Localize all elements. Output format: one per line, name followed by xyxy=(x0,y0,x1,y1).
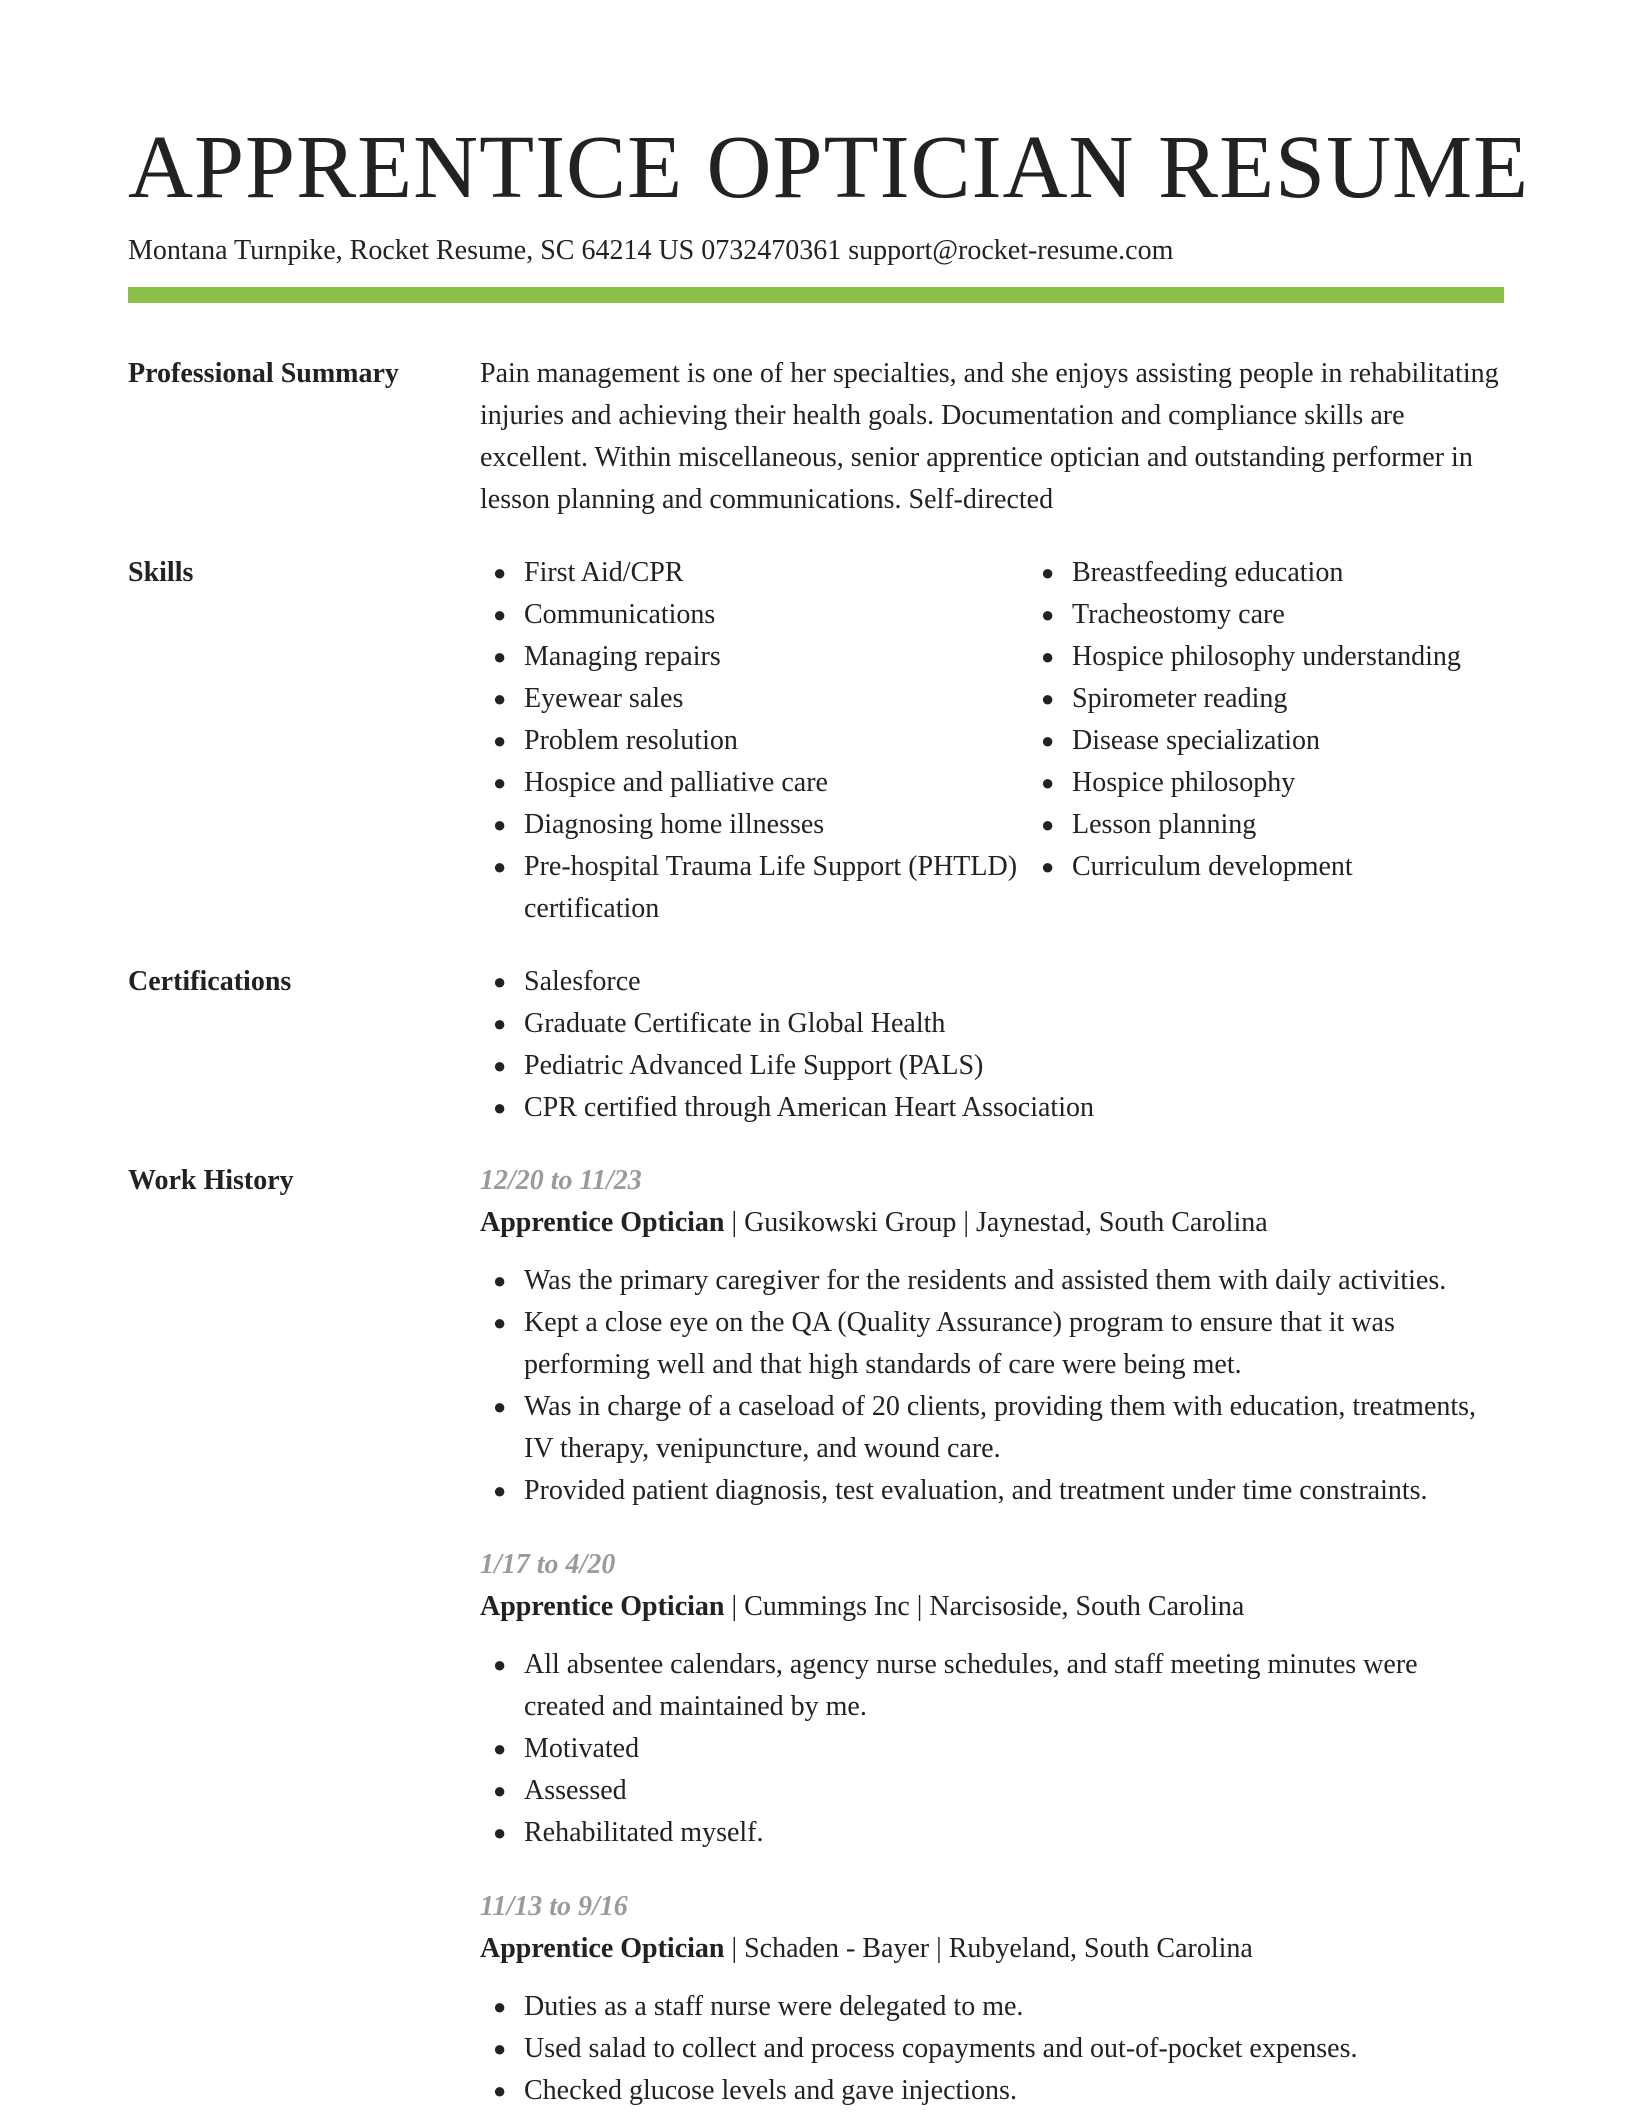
bullet-icon: ● xyxy=(493,2036,507,2061)
bullet-icon: ● xyxy=(1041,644,1055,669)
list-item xyxy=(493,636,1028,678)
list-item xyxy=(493,2070,1504,2112)
skills-list-right xyxy=(1028,552,1592,930)
work-history-body xyxy=(480,1160,1504,2112)
skill-text: Communications xyxy=(524,599,716,630)
bullet-icon: ● xyxy=(493,770,507,795)
work-history-section xyxy=(128,1160,1504,2112)
list-item xyxy=(493,1986,1504,2028)
job-entry xyxy=(480,1544,1504,1854)
job-heading xyxy=(480,1202,1504,1244)
skill-text: Breastfeeding education xyxy=(1072,557,1344,588)
list-item xyxy=(493,1003,1504,1045)
list-item xyxy=(493,678,1028,720)
skill-text: Eyewear sales xyxy=(524,683,684,714)
job-details: | Gusikowski Group | Jaynestad, South Carolina xyxy=(724,1207,1268,1238)
skill-text: Hospice philosophy understanding xyxy=(1072,641,1461,672)
bullet-icon: ● xyxy=(493,1478,507,1503)
job-bullet-text: Duties as a staff nurse were delegated to me. xyxy=(524,1991,1024,2022)
skill-text: Hospice and palliative care xyxy=(524,767,828,798)
skill-text: Pre-hospital Trauma Life Support (PHTLD) certification xyxy=(524,851,1018,924)
bullet-icon: ● xyxy=(493,812,507,837)
section-label-certifications: Certifications xyxy=(128,966,292,997)
skill-text: Curriculum development xyxy=(1072,851,1353,882)
section-label-work-history: Work History xyxy=(128,1165,294,1196)
list-item xyxy=(493,1302,1504,1386)
job-bullets xyxy=(480,1644,1504,1854)
job-dates: 1/17 to 4/20 xyxy=(480,1549,616,1580)
summary-section xyxy=(128,353,1504,521)
bullet-icon: ● xyxy=(493,560,507,585)
bullet-icon: ● xyxy=(493,1053,507,1078)
bullet-icon: ● xyxy=(493,1011,507,1036)
list-item xyxy=(1041,678,1592,720)
skills-body xyxy=(480,552,1504,930)
skill-text: Disease specialization xyxy=(1072,725,1321,756)
certifications-section xyxy=(128,961,1504,1129)
job-bullet-text: Checked glucose levels and gave injections. xyxy=(524,2075,1017,2106)
skill-text: Problem resolution xyxy=(524,725,738,756)
skill-text: Diagnosing home illnesses xyxy=(524,809,825,840)
job-bullet-text: All absentee calendars, agency nurse schedules, and staff meeting minutes were created and maintained by me. xyxy=(524,1649,1418,1722)
bullet-icon: ● xyxy=(1041,602,1055,627)
list-item xyxy=(1041,552,1592,594)
list-item xyxy=(1041,846,1592,888)
bullet-icon: ● xyxy=(1041,560,1055,585)
bullet-icon: ● xyxy=(1041,728,1055,753)
list-item xyxy=(493,846,1028,930)
job-bullet-text: Kept a close eye on the QA (Quality Assurance) program to ensure that it was performing well and that high standards of care were being met. xyxy=(524,1307,1395,1380)
list-item xyxy=(493,1087,1504,1129)
list-item xyxy=(493,1644,1504,1728)
bullet-icon: ● xyxy=(493,602,507,627)
skills-section xyxy=(128,552,1504,930)
resume-title: APPRENTICE OPTICIAN RESUME xyxy=(128,118,1530,217)
job-bullet-text: Was in charge of a caseload of 20 clients, providing them with education, treatments, IV therapy, venipuncture, and wound care. xyxy=(524,1391,1477,1464)
job-entry xyxy=(480,1160,1504,1512)
skill-text: Tracheostomy care xyxy=(1072,599,1285,630)
job-title: Apprentice Optician xyxy=(480,1207,725,1238)
bullet-icon: ● xyxy=(493,1268,507,1293)
bullet-icon: ● xyxy=(493,854,507,879)
bullet-icon: ● xyxy=(493,969,507,994)
skills-list-left xyxy=(480,552,1028,930)
job-bullet-text: Assessed xyxy=(524,1775,627,1806)
job-bullet-text: Provided patient diagnosis, test evaluation, and treatment under time constraints. xyxy=(524,1475,1428,1506)
job-dates: 12/20 to 11/23 xyxy=(480,1165,642,1196)
list-item xyxy=(493,1812,1504,1854)
list-item xyxy=(493,552,1028,594)
list-item xyxy=(493,1470,1504,1512)
certification-text: Salesforce xyxy=(524,966,641,997)
job-title: Apprentice Optician xyxy=(480,1933,725,1964)
list-item xyxy=(493,2028,1504,2070)
job-bullet-text: Motivated xyxy=(524,1733,640,1764)
job-title: Apprentice Optician xyxy=(480,1591,725,1622)
job-bullets xyxy=(480,1986,1504,2112)
skill-text: Lesson planning xyxy=(1072,809,1257,840)
job-bullet-text: Rehabilitated myself. xyxy=(524,1817,764,1848)
job-entry xyxy=(480,1886,1504,2112)
list-item xyxy=(493,961,1504,1003)
list-item xyxy=(493,1770,1504,1812)
list-item xyxy=(493,1260,1504,1302)
list-item xyxy=(493,762,1028,804)
list-item xyxy=(1041,762,1592,804)
bullet-icon: ● xyxy=(1041,770,1055,795)
list-item xyxy=(493,1045,1504,1087)
job-heading xyxy=(480,1928,1504,1970)
certifications-list xyxy=(480,961,1504,1129)
bullet-icon: ● xyxy=(493,1820,507,1845)
list-item xyxy=(493,720,1028,762)
bullet-icon: ● xyxy=(493,1310,507,1335)
certification-text: Pediatric Advanced Life Support (PALS) xyxy=(524,1050,984,1081)
list-item xyxy=(493,1386,1504,1470)
section-label-skills: Skills xyxy=(128,557,194,588)
job-details: | Schaden - Bayer | Rubyeland, South Carolina xyxy=(724,1933,1253,1964)
bullet-icon: ● xyxy=(493,728,507,753)
job-bullets xyxy=(480,1260,1504,1512)
section-label-summary: Professional Summary xyxy=(128,358,399,389)
bullet-icon: ● xyxy=(493,1652,507,1677)
skill-text: Managing repairs xyxy=(524,641,721,672)
job-bullet-text: Used salad to collect and process copayments and out-of-pocket expenses. xyxy=(524,2033,1358,2064)
job-dates: 11/13 to 9/16 xyxy=(480,1891,628,1922)
bullet-icon: ● xyxy=(493,2078,507,2103)
bullet-icon: ● xyxy=(493,1994,507,2019)
skill-text: First Aid/CPR xyxy=(524,557,684,588)
accent-divider xyxy=(128,287,1504,303)
skill-text: Hospice philosophy xyxy=(1072,767,1296,798)
summary-body xyxy=(480,353,1504,521)
certifications-body xyxy=(480,961,1504,1129)
bullet-icon: ● xyxy=(1041,686,1055,711)
resume-page xyxy=(128,0,1530,2112)
bullet-icon: ● xyxy=(493,1394,507,1419)
bullet-icon: ● xyxy=(1041,812,1055,837)
certification-text: CPR certified through American Heart Association xyxy=(524,1092,1094,1123)
skill-text: Spirometer reading xyxy=(1072,683,1288,714)
summary-text: Pain management is one of her specialties, and she enjoys assisting people in rehabilitating injuries and achieving their health goals. Documentation and compliance skills are excellent. Within miscellaneous, senior apprentice optician and outstanding performer in lesson planning and communications. Self-directed xyxy=(480,358,1499,515)
bullet-icon: ● xyxy=(493,1736,507,1761)
job-heading xyxy=(480,1586,1504,1628)
list-item xyxy=(1041,804,1592,846)
list-item xyxy=(1041,720,1592,762)
list-item xyxy=(1041,636,1592,678)
bullet-icon: ● xyxy=(493,1095,507,1120)
bullet-icon: ● xyxy=(1041,854,1055,879)
list-item xyxy=(493,594,1028,636)
certification-text: Graduate Certificate in Global Health xyxy=(524,1008,946,1039)
list-item xyxy=(493,1728,1504,1770)
job-details: | Cummings Inc | Narcisoside, South Carolina xyxy=(724,1591,1245,1622)
bullet-icon: ● xyxy=(493,1778,507,1803)
bullet-icon: ● xyxy=(493,644,507,669)
list-item xyxy=(493,804,1028,846)
list-item xyxy=(1041,594,1592,636)
job-bullet-text: Was the primary caregiver for the residents and assisted them with daily activities. xyxy=(524,1265,1447,1296)
contact-line: Montana Turnpike, Rocket Resume, SC 64214 US 0732470361 support@rocket-resume.com xyxy=(128,235,1174,266)
bullet-icon: ● xyxy=(493,686,507,711)
